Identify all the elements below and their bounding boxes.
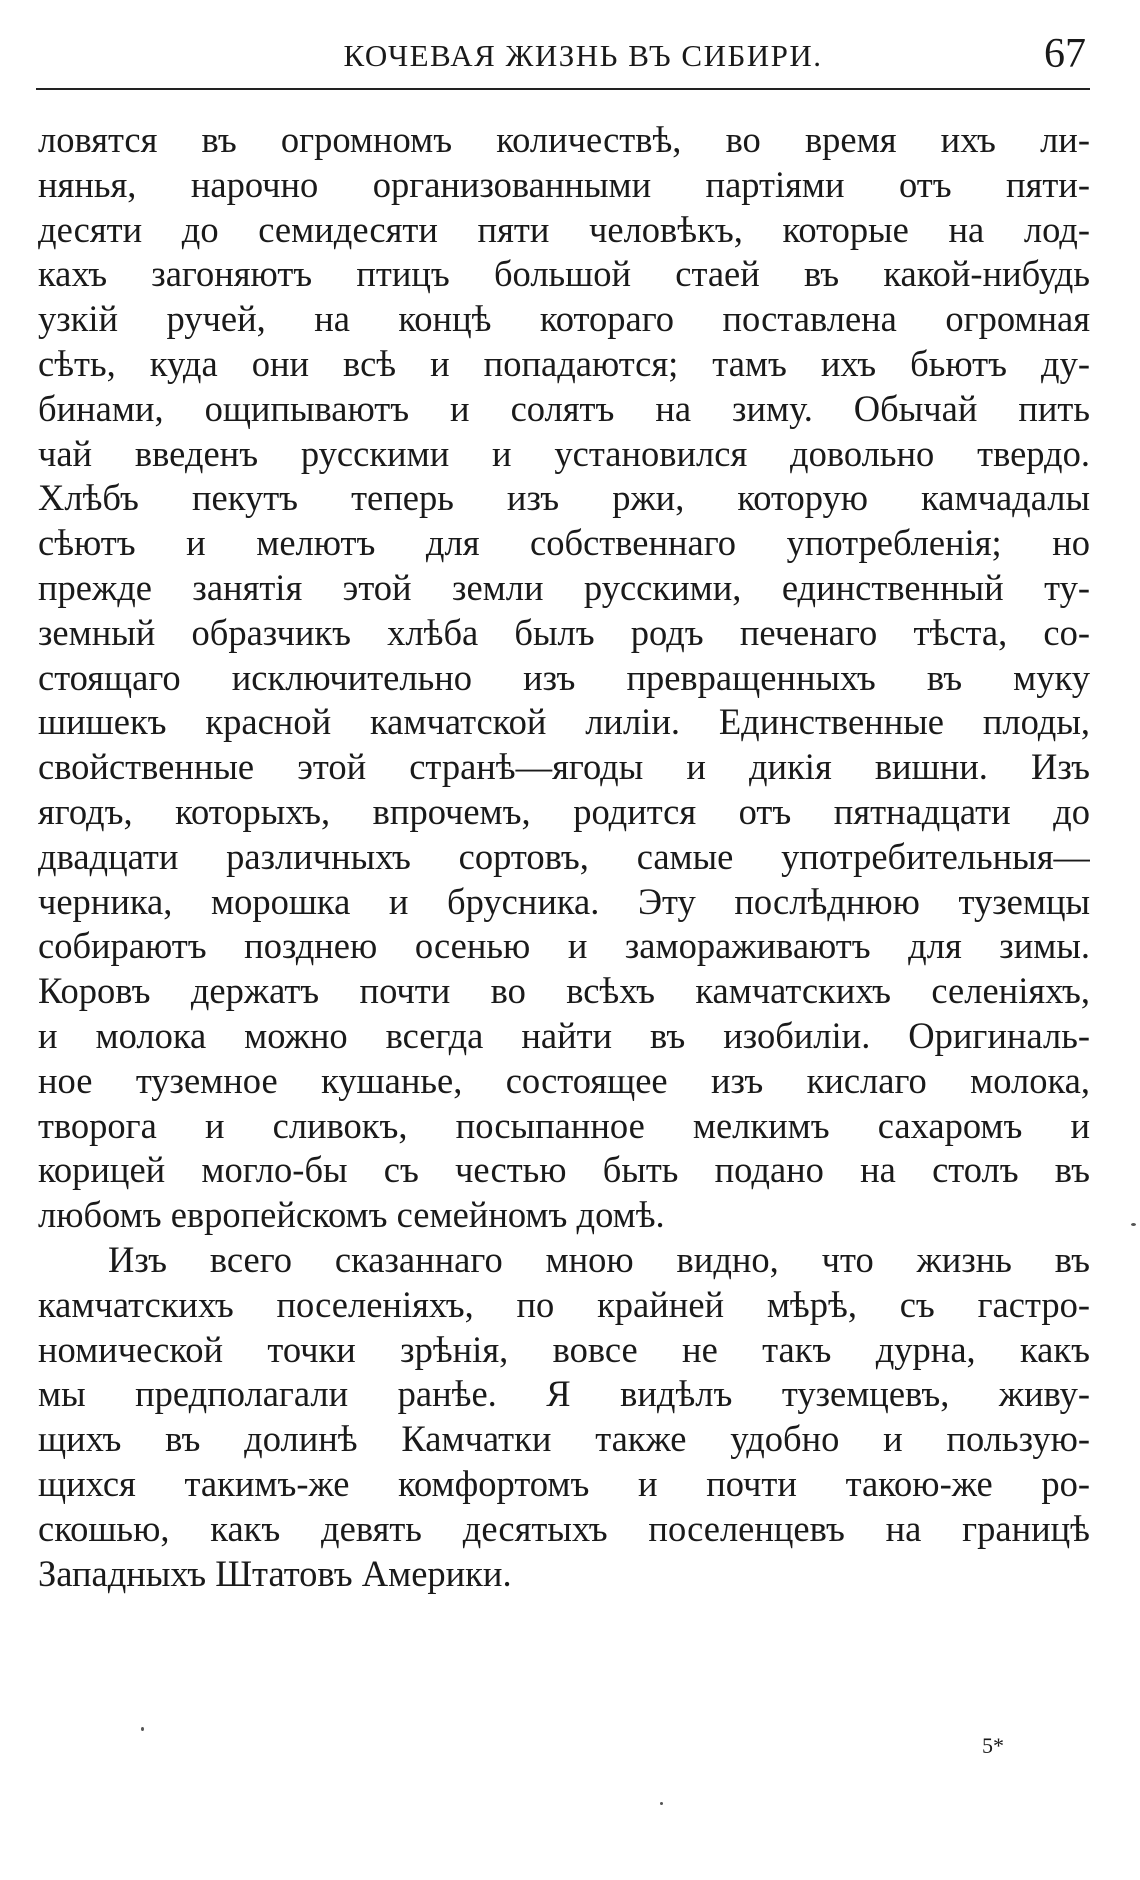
text-line: щихся такимъ-же комфортомъ и почти такою-же ро- — [38, 1462, 1090, 1504]
text-line: стоящаго исключительно изъ превращенныхъ въ муку — [38, 656, 1090, 698]
text-line: земный образчикъ хлѣба былъ родъ печенаго тѣста, со- — [38, 611, 1090, 653]
text-line: собираютъ позднею осенью и замораживаютъ для зимы. — [38, 925, 1090, 967]
text-line: номической точки зрѣнія, вовсе не такъ дурна, какъ — [38, 1328, 1090, 1370]
text-line: сѣютъ и мелютъ для собственнаго употребленія; но — [38, 522, 1090, 564]
text-line: десяти до семидесяти пяти человѣкъ, которые на лод- — [38, 208, 1090, 250]
text-line: узкій ручей, на концѣ котораго поставлена огромная — [38, 298, 1090, 340]
signature-mark: 5* — [982, 1733, 1004, 1758]
print-speck — [1131, 1223, 1136, 1226]
text-line: Коровъ держатъ почти во всѣхъ камчатскихъ селеніяхъ, — [38, 970, 1090, 1012]
text-line: Хлѣбъ пекутъ теперь изъ ржи, которую камчадалы — [38, 477, 1090, 519]
paragraph-1 — [38, 118, 1090, 1238]
paragraph-2 — [38, 1238, 1090, 1596]
text-line: ное туземное кушанье, состоящее изъ кислаго молока, — [38, 1059, 1090, 1101]
text-line: кахъ загоняютъ птицъ большой стаей въ какой-нибудь — [38, 253, 1090, 295]
body-text — [38, 118, 1090, 1596]
text-line: сѣть, куда они всѣ и попадаются; тамъ ихъ бьютъ ду- — [38, 342, 1090, 384]
text-line: бинами, ощипываютъ и солятъ на зиму. Обычай пить — [38, 387, 1090, 429]
text-line: чай введенъ русскими и установился довольно твердо. — [38, 432, 1090, 474]
text-line: и молока можно всегда найти въ изобиліи. Оригиналь- — [38, 1014, 1090, 1056]
text-line: двадцати различныхъ сортовъ, самые употребительныя— — [38, 835, 1090, 877]
text-line: щихъ въ долинѣ Камчатки также удобно и пользую- — [38, 1418, 1090, 1460]
page-number: 67 — [1044, 31, 1086, 77]
text-line: мы предполагали ранѣе. Я видѣлъ туземцевъ, живу- — [38, 1373, 1090, 1415]
text-line: нянья, нарочно организованными партіями отъ пяти- — [38, 163, 1090, 205]
text-line: скошью, какъ девять десятыхъ поселенцевъ на границѣ — [38, 1507, 1090, 1549]
text-line: любомъ европейскомъ семейномъ домѣ. — [38, 1194, 665, 1236]
text-line: Западныхъ Штатовъ Америки. — [38, 1552, 512, 1594]
text-line: творога и сливокъ, посыпанное мелкимъ сахаромъ и — [38, 1104, 1090, 1146]
text-line: свойственные этой странѣ—ягоды и дикія вишни. Изъ — [38, 746, 1090, 788]
running-head — [36, 28, 1090, 90]
print-speck — [141, 1727, 144, 1731]
text-line: корицей могло-бы съ честью быть подано на столъ въ — [38, 1149, 1090, 1191]
print-speck — [660, 1802, 663, 1805]
text-line: шишекъ красной камчатской лиліи. Единственные плоды, — [38, 701, 1090, 743]
text-line: черника, морошка и брусника. Эту послѣднюю туземцы — [38, 880, 1090, 922]
text-line: Изъ всего сказаннаго мною видно, что жизнь въ — [108, 1238, 1090, 1280]
running-title: КОЧЕВАЯ ЖИЗНЬ ВЪ СИБИРИ. — [343, 38, 823, 73]
text-line: ловятся въ огромномъ количествѣ, во время ихъ ли- — [38, 119, 1090, 160]
text-line: ягодъ, которыхъ, впрочемъ, родится отъ пятнадцати до — [38, 790, 1090, 832]
text-line: камчатскихъ поселеніяхъ, по крайней мѣрѣ, съ гастро- — [38, 1283, 1090, 1325]
text-line: прежде занятія этой земли русскими, единственный ту- — [38, 566, 1090, 608]
